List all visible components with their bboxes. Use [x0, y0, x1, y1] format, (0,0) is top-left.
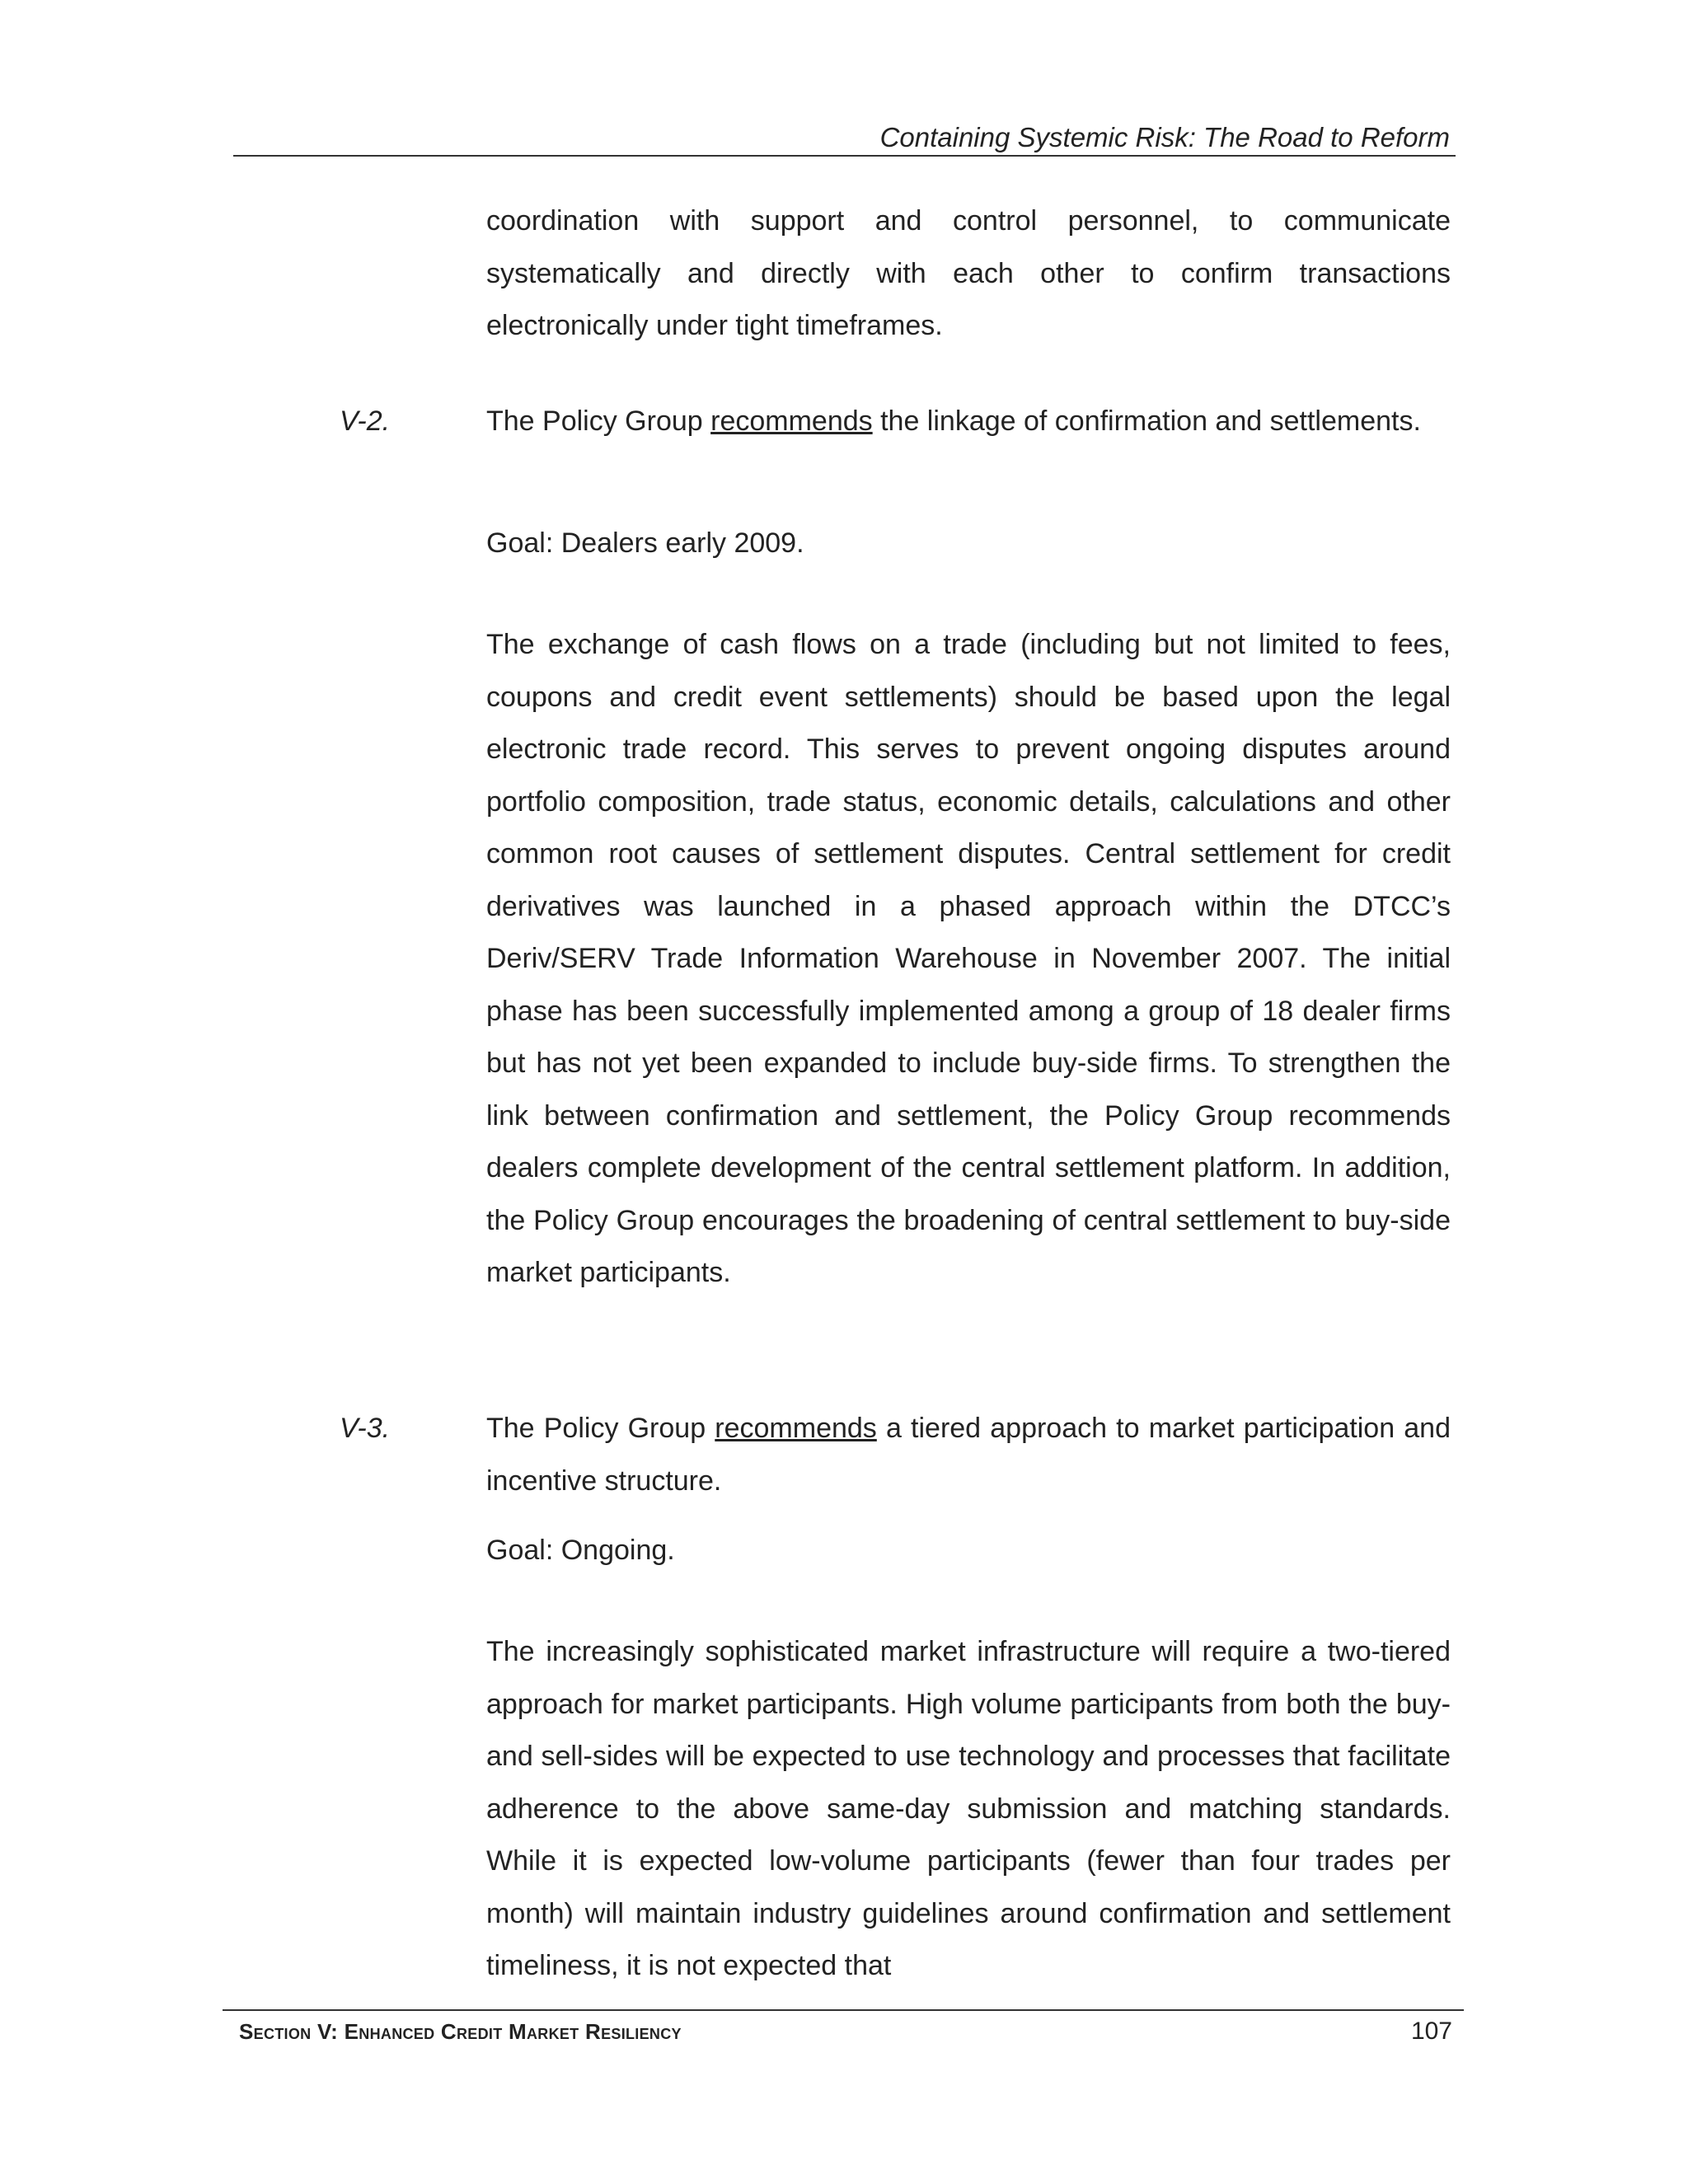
recommendation-tail: a tiered approach to market participation and incentive structure. — [486, 1413, 1451, 1497]
footer-section-title: Section V: Enhanced Credit Market Resiliency — [239, 2019, 682, 2044]
continuation-paragraph: coordination with support and control personnel, to communicate systematically and directly with each other to confirm transactions electronically under tight timeframes. — [486, 205, 1451, 341]
recommendation-lead: The Policy Group — [486, 405, 711, 437]
page-footer — [223, 2009, 1464, 2044]
recommendation-goal: Goal: Ongoing. — [486, 1535, 675, 1566]
recommendation-paragraph: The increasingly sophisticated market infrastructure will require a two-tiered approach for market participants. High volume participants from both the buy- and sell-sides will be expected to use technology and processes that facilitate adherence to the above same-day submission and matching standards. While it is expected low-volume participants (fewer than four trades per month) will maintain industry guidelines around confirmation and settlement timeliness, it is not expected that — [486, 1636, 1451, 1981]
recommendation-paragraph: The exchange of cash flows on a trade (including but not limited to fees, coupons and credit event settlements) should be based upon the legal electronic trade record. This serves to prevent ongoing disputes around portfolio composition, trade status, economic details, calculations and other common root causes of settlement disputes. Central settlement for credit derivatives was launched in a phased approach within the DTCC’s Deriv/SERV Trade Information Warehouse in November 2007. The initial phase has been successfully implemented among a group of 18 dealer firms but has not yet been expanded to include buy-side firms. To strengthen the link between confirmation and settlement, the Policy Group recommends dealers complete development of the central settlement platform. In addition, the Policy Group encourages the broadening of central settlement to buy-side market participants. — [486, 629, 1451, 1288]
recommendation-number: V-2. — [340, 405, 391, 437]
running-title: Containing Systemic Risk: The Road to Reform — [879, 122, 1450, 152]
page-number: 107 — [1410, 2018, 1452, 2045]
recommendation-lead: The Policy Group — [486, 1413, 715, 1444]
recommendation-tail: the linkage of confirmation and settlements. — [872, 405, 1421, 437]
recommendation-statement — [486, 396, 1451, 448]
running-header — [233, 124, 1456, 157]
recommendation-keyword: recommends — [710, 405, 873, 437]
recommendation-number: V-3. — [340, 1413, 391, 1444]
recommendation-statement — [486, 1403, 1451, 1507]
recommendation-goal: Goal: Dealers early 2009. — [486, 527, 804, 559]
recommendation-keyword: recommends — [715, 1413, 877, 1444]
